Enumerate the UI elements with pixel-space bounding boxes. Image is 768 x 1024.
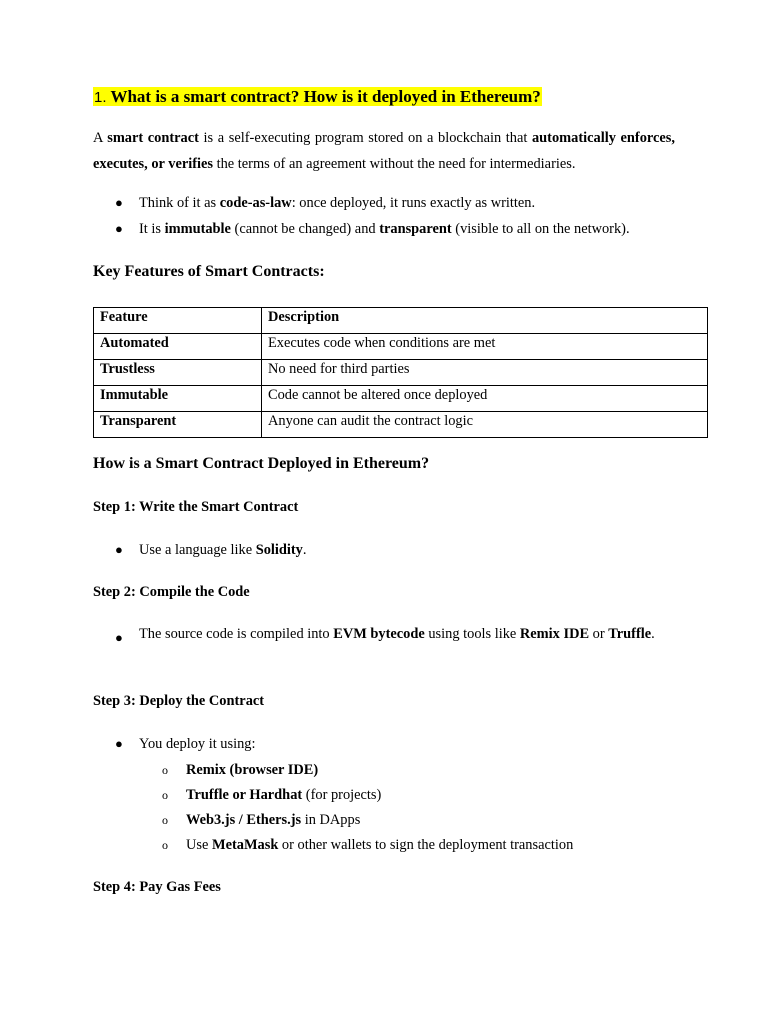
item-bold: Solidity (255, 542, 303, 558)
table-header: Description (262, 308, 708, 334)
intro-text: the terms of an agreement without the need for intermediaries. (213, 156, 576, 172)
item-bold: immutable (164, 221, 231, 237)
item-text: . (651, 626, 655, 642)
table-cell: Code cannot be altered once deployed (262, 386, 708, 412)
step-4-title: Step 4: Pay Gas Fees (93, 879, 221, 895)
table-row (94, 386, 708, 412)
sub-list-item (162, 810, 361, 830)
item-text: or (589, 626, 609, 642)
page-title (93, 87, 542, 107)
list-item (115, 621, 675, 647)
title-highlight (93, 87, 542, 106)
item-text: (visible to all on the network). (451, 221, 630, 237)
bullet-icon: ● (115, 221, 123, 236)
table-row (94, 360, 708, 386)
table-header: Feature (94, 308, 262, 334)
item-bold: code-as-law (219, 195, 292, 211)
table-row (94, 334, 708, 360)
step-3-title: Step 3: Deploy the Contract (93, 693, 265, 709)
circle-bullet-icon: o (162, 838, 168, 852)
intro-text: A (93, 130, 108, 146)
list-item (115, 734, 256, 754)
circle-bullet-icon: o (162, 763, 168, 777)
intro-bold: automatically enforces, executes, or verifies (93, 130, 675, 172)
table-cell: Anyone can audit the contract logic (262, 412, 708, 438)
item-text: You deploy it using: (139, 736, 256, 752)
item-text: using tools like (424, 626, 520, 642)
deploy-heading: How is a Smart Contract Deployed in Ethereum? (93, 455, 430, 472)
item-bold: MetaMask (211, 837, 279, 853)
item-text: : once deployed, it runs exactly as written. (291, 195, 536, 211)
table-cell: Automated (94, 334, 262, 360)
bullet-icon: ● (115, 195, 123, 210)
bullet-icon: ● (115, 736, 123, 751)
table-cell: Trustless (94, 360, 262, 386)
step-2-title: Step 2: Compile the Code (93, 584, 250, 600)
item-text: . (302, 542, 307, 558)
item-text: (for projects) (302, 787, 382, 803)
sub-list-item (162, 835, 574, 855)
bullet-icon: ● (115, 542, 123, 557)
item-text: It is (139, 221, 165, 237)
table-cell: No need for third parties (262, 360, 708, 386)
list-item (115, 219, 630, 239)
item-text: (cannot be changed) and (230, 221, 380, 237)
intro-bold: smart contract (107, 130, 199, 146)
intro-paragraph (93, 125, 675, 177)
item-text: Think of it as (139, 195, 220, 211)
title-number: 1. (94, 89, 107, 106)
item-text: in DApps (301, 812, 361, 828)
item-bold: Truffle or Hardhat (186, 787, 303, 803)
item-bold: EVM bytecode (333, 626, 425, 642)
table-cell: Executes code when conditions are met (262, 334, 708, 360)
item-text: or other wallets to sign the deployment transaction (278, 837, 574, 853)
circle-bullet-icon: o (162, 788, 168, 802)
table-row (94, 412, 708, 438)
intro-text: is a self-executing program stored on a blockchain that (198, 130, 532, 146)
bullet-icon: ● (115, 630, 123, 645)
table-cell: Transparent (94, 412, 262, 438)
features-heading: Key Features of Smart Contracts: (93, 263, 325, 280)
circle-bullet-icon: o (162, 813, 168, 827)
item-bold: Remix (browser IDE) (186, 762, 319, 778)
item-bold: Web3.js / Ethers.js (186, 812, 302, 828)
item-text: Use a language like (139, 542, 256, 558)
item-text: The source code is compiled into (139, 626, 334, 642)
list-item (115, 540, 307, 560)
table-header-row (94, 308, 708, 334)
table-cell: Immutable (94, 386, 262, 412)
title-text: What is a smart contract? How is it deployed in Ethereum? (110, 87, 541, 106)
item-text: Use (186, 837, 212, 853)
item-bold: transparent (379, 221, 452, 237)
sub-list-item (162, 785, 382, 805)
features-table (93, 307, 708, 438)
item-bold: Remix IDE (519, 626, 590, 642)
step-1-title: Step 1: Write the Smart Contract (93, 499, 299, 515)
sub-list-item (162, 760, 319, 780)
item-bold: Truffle (608, 626, 652, 642)
list-item (115, 193, 536, 213)
